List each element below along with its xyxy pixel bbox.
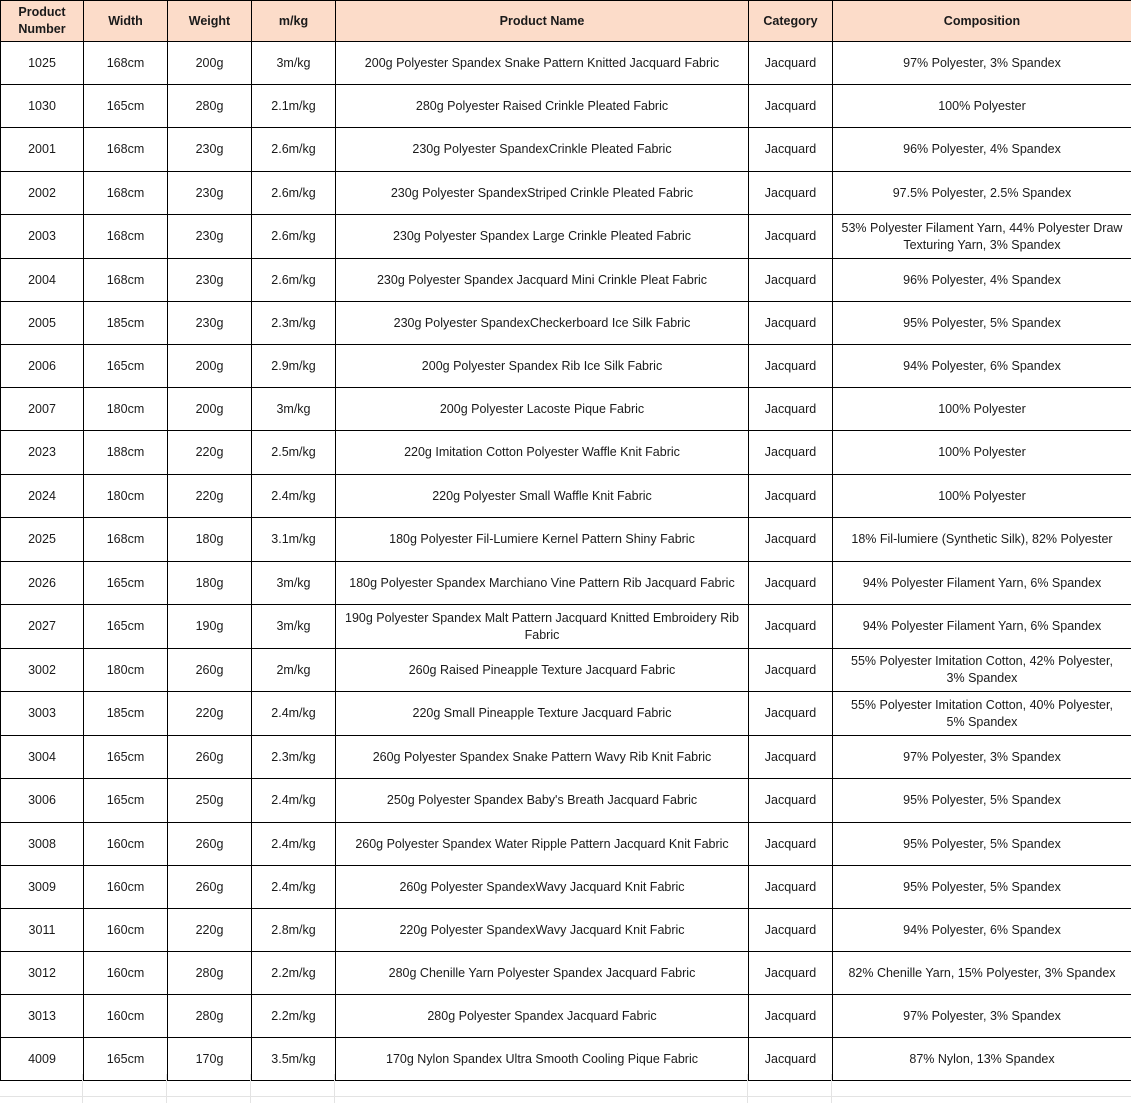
composition-cell: 95% Polyester, 5% Spandex [833,779,1131,823]
width-cell: 165cm [84,562,168,605]
m-per-kg-cell: 3m/kg [252,388,336,431]
composition-cell: 97% Polyester, 3% Spandex [833,42,1131,85]
weight-cell: 250g [168,779,252,823]
grid-line [747,1074,748,1103]
composition-cell: 95% Polyester, 5% Spandex [833,823,1131,866]
category-cell: Jacquard [749,42,833,85]
product-name-cell: 200g Polyester Spandex Rib Ice Silk Fabric [336,345,749,388]
m-per-kg-cell: 3.5m/kg [252,1038,336,1081]
m-per-kg-cell: 2.4m/kg [252,692,336,736]
width-cell: 180cm [84,475,168,518]
table-row [1,649,1131,692]
m-per-kg-cell: 2.6m/kg [252,128,336,172]
category-cell: Jacquard [749,259,833,302]
weight-cell: 220g [168,475,252,518]
category-cell: Jacquard [749,172,833,215]
table-row [1,518,1131,562]
category-cell: Jacquard [749,995,833,1038]
product-number-cell: 4009 [1,1038,84,1081]
width-cell: 180cm [84,388,168,431]
category-cell: Jacquard [749,692,833,736]
product-number-cell: 2026 [1,562,84,605]
weight-cell: 280g [168,85,252,128]
grid-line [166,1074,167,1103]
product-name-cell: 250g Polyester Spandex Baby's Breath Jacquard Fabric [336,779,749,823]
weight-cell: 230g [168,259,252,302]
product-number-cell: 2001 [1,128,84,172]
header-product-number-label: Product Number [18,5,66,36]
width-cell: 165cm [84,85,168,128]
product-name-cell: 280g Chenille Yarn Polyester Spandex Jacquard Fabric [336,952,749,995]
composition-cell: 100% Polyester [833,475,1131,518]
weight-cell: 180g [168,518,252,562]
m-per-kg-cell: 3m/kg [252,42,336,85]
width-cell: 165cm [84,345,168,388]
composition-cell: 87% Nylon, 13% Spandex [833,1038,1131,1081]
product-name-cell: 170g Nylon Spandex Ultra Smooth Cooling Pique Fabric [336,1038,749,1081]
width-cell: 168cm [84,215,168,259]
product-name-cell: 180g Polyester Spandex Marchiano Vine Pattern Rib Jacquard Fabric [336,562,749,605]
table-row [1,605,1131,649]
weight-cell: 260g [168,736,252,779]
m-per-kg-cell: 3.1m/kg [252,518,336,562]
table-row [1,302,1131,345]
product-name-cell: 200g Polyester Spandex Snake Pattern Knitted Jacquard Fabric [336,42,749,85]
composition-cell: 55% Polyester Imitation Cotton, 40% Polyester, 5% Spandex [833,692,1131,736]
weight-cell: 230g [168,128,252,172]
table-row [1,388,1131,431]
category-cell: Jacquard [749,215,833,259]
width-cell: 168cm [84,259,168,302]
table-row [1,779,1131,823]
weight-cell: 230g [168,172,252,215]
category-cell: Jacquard [749,823,833,866]
table-row [1,215,1131,259]
product-number-cell: 2027 [1,605,84,649]
width-cell: 168cm [84,42,168,85]
table-body [1,42,1131,1081]
header-width: Width [84,1,168,42]
composition-cell: 82% Chenille Yarn, 15% Polyester, 3% Spandex [833,952,1131,995]
product-number-cell: 2003 [1,215,84,259]
category-cell: Jacquard [749,302,833,345]
weight-cell: 200g [168,42,252,85]
composition-cell: 97% Polyester, 3% Spandex [833,736,1131,779]
composition-cell: 96% Polyester, 4% Spandex [833,259,1131,302]
m-per-kg-cell: 2.1m/kg [252,85,336,128]
header-product-number [1,1,84,42]
table-row [1,995,1131,1038]
composition-cell: 95% Polyester, 5% Spandex [833,866,1131,909]
m-per-kg-cell: 2.2m/kg [252,995,336,1038]
header-weight: Weight [168,1,252,42]
category-cell: Jacquard [749,909,833,952]
category-cell: Jacquard [749,518,833,562]
grid-line [831,1074,832,1103]
category-cell: Jacquard [749,649,833,692]
product-name-cell: 230g Polyester Spandex Large Crinkle Pleated Fabric [336,215,749,259]
m-per-kg-cell: 2.6m/kg [252,172,336,215]
product-number-cell: 2025 [1,518,84,562]
composition-cell: 18% Fil-lumiere (Synthetic Silk), 82% Polyester [833,518,1131,562]
weight-cell: 260g [168,649,252,692]
table-row [1,85,1131,128]
width-cell: 165cm [84,605,168,649]
category-cell: Jacquard [749,85,833,128]
product-name-cell: 190g Polyester Spandex Malt Pattern Jacquard Knitted Embroidery Rib Fabric [336,605,749,649]
m-per-kg-cell: 2.4m/kg [252,779,336,823]
composition-cell: 96% Polyester, 4% Spandex [833,128,1131,172]
table-row [1,736,1131,779]
composition-cell: 94% Polyester, 6% Spandex [833,345,1131,388]
table-row [1,128,1131,172]
product-name-cell: 230g Polyester SpandexStriped Crinkle Pleated Fabric [336,172,749,215]
weight-cell: 170g [168,1038,252,1081]
m-per-kg-cell: 2.4m/kg [252,823,336,866]
product-number-cell: 2023 [1,431,84,475]
width-cell: 168cm [84,518,168,562]
width-cell: 160cm [84,952,168,995]
width-cell: 168cm [84,128,168,172]
grid-line [334,1074,335,1103]
m-per-kg-cell: 2.2m/kg [252,952,336,995]
composition-cell: 100% Polyester [833,85,1131,128]
table-row [1,345,1131,388]
product-name-cell: 230g Polyester SpandexCheckerboard Ice Silk Fabric [336,302,749,345]
table-row [1,952,1131,995]
header-row [1,1,1131,42]
composition-cell: 97% Polyester, 3% Spandex [833,995,1131,1038]
weight-cell: 220g [168,909,252,952]
m-per-kg-cell: 2.4m/kg [252,866,336,909]
product-number-cell: 1030 [1,85,84,128]
product-number-cell: 2005 [1,302,84,345]
category-cell: Jacquard [749,779,833,823]
category-cell: Jacquard [749,1038,833,1081]
width-cell: 188cm [84,431,168,475]
table-row [1,172,1131,215]
composition-cell: 94% Polyester Filament Yarn, 6% Spandex [833,562,1131,605]
weight-cell: 200g [168,345,252,388]
table-row [1,42,1131,85]
product-name-cell: 280g Polyester Raised Crinkle Pleated Fabric [336,85,749,128]
weight-cell: 230g [168,302,252,345]
category-cell: Jacquard [749,562,833,605]
table-row [1,823,1131,866]
composition-cell: 53% Polyester Filament Yarn, 44% Polyester Draw Texturing Yarn, 3% Spandex [833,215,1131,259]
weight-cell: 220g [168,692,252,736]
header-m-per-kg: m/kg [252,1,336,42]
header-category: Category [749,1,833,42]
category-cell: Jacquard [749,952,833,995]
composition-cell: 94% Polyester, 6% Spandex [833,909,1131,952]
composition-cell: 95% Polyester, 5% Spandex [833,302,1131,345]
product-name-cell: 230g Polyester SpandexCrinkle Pleated Fabric [336,128,749,172]
composition-cell: 100% Polyester [833,431,1131,475]
composition-cell: 100% Polyester [833,388,1131,431]
composition-cell: 55% Polyester Imitation Cotton, 42% Polyester, 3% Spandex [833,649,1131,692]
table-row [1,475,1131,518]
width-cell: 160cm [84,866,168,909]
weight-cell: 200g [168,388,252,431]
product-number-cell: 3012 [1,952,84,995]
table-row [1,909,1131,952]
weight-cell: 260g [168,823,252,866]
category-cell: Jacquard [749,345,833,388]
product-number-cell: 3002 [1,649,84,692]
width-cell: 185cm [84,692,168,736]
product-name-cell: 220g Polyester Small Waffle Knit Fabric [336,475,749,518]
product-name-cell: 260g Raised Pineapple Texture Jacquard Fabric [336,649,749,692]
composition-cell: 97.5% Polyester, 2.5% Spandex [833,172,1131,215]
m-per-kg-cell: 3m/kg [252,562,336,605]
m-per-kg-cell: 3m/kg [252,605,336,649]
product-name-cell: 260g Polyester SpandexWavy Jacquard Knit Fabric [336,866,749,909]
grid-line [250,1074,251,1103]
product-number-cell: 2002 [1,172,84,215]
table-row [1,866,1131,909]
width-cell: 160cm [84,909,168,952]
product-number-cell: 3008 [1,823,84,866]
table-row [1,431,1131,475]
product-name-cell: 200g Polyester Lacoste Pique Fabric [336,388,749,431]
product-name-cell: 220g Small Pineapple Texture Jacquard Fabric [336,692,749,736]
m-per-kg-cell: 2.3m/kg [252,736,336,779]
grid-line [0,1096,1131,1097]
weight-cell: 180g [168,562,252,605]
product-name-cell: 280g Polyester Spandex Jacquard Fabric [336,995,749,1038]
width-cell: 165cm [84,736,168,779]
m-per-kg-cell: 2.3m/kg [252,302,336,345]
m-per-kg-cell: 2.5m/kg [252,431,336,475]
product-number-cell: 3011 [1,909,84,952]
width-cell: 180cm [84,649,168,692]
header-product-name: Product Name [336,1,749,42]
product-name-cell: 230g Polyester Spandex Jacquard Mini Crinkle Pleat Fabric [336,259,749,302]
product-number-cell: 2004 [1,259,84,302]
product-number-cell: 1025 [1,42,84,85]
width-cell: 160cm [84,823,168,866]
m-per-kg-cell: 2m/kg [252,649,336,692]
product-number-cell: 3003 [1,692,84,736]
width-cell: 165cm [84,1038,168,1081]
product-name-cell: 180g Polyester Fil-Lumiere Kernel Pattern Shiny Fabric [336,518,749,562]
width-cell: 185cm [84,302,168,345]
grid-line [82,1074,83,1103]
product-number-cell: 2006 [1,345,84,388]
table-row [1,692,1131,736]
category-cell: Jacquard [749,736,833,779]
product-number-cell: 2007 [1,388,84,431]
m-per-kg-cell: 2.6m/kg [252,259,336,302]
category-cell: Jacquard [749,388,833,431]
m-per-kg-cell: 2.8m/kg [252,909,336,952]
category-cell: Jacquard [749,605,833,649]
m-per-kg-cell: 2.6m/kg [252,215,336,259]
weight-cell: 220g [168,431,252,475]
weight-cell: 190g [168,605,252,649]
table-row [1,562,1131,605]
category-cell: Jacquard [749,475,833,518]
empty-grid-area [0,1074,1131,1103]
weight-cell: 260g [168,866,252,909]
product-number-cell: 3013 [1,995,84,1038]
table-row [1,259,1131,302]
m-per-kg-cell: 2.9m/kg [252,345,336,388]
product-number-cell: 3009 [1,866,84,909]
header-composition: Composition [833,1,1131,42]
category-cell: Jacquard [749,866,833,909]
category-cell: Jacquard [749,431,833,475]
product-name-cell: 260g Polyester Spandex Water Ripple Pattern Jacquard Knit Fabric [336,823,749,866]
width-cell: 168cm [84,172,168,215]
weight-cell: 230g [168,215,252,259]
product-number-cell: 3006 [1,779,84,823]
product-name-cell: 260g Polyester Spandex Snake Pattern Wavy Rib Knit Fabric [336,736,749,779]
composition-cell: 94% Polyester Filament Yarn, 6% Spandex [833,605,1131,649]
category-cell: Jacquard [749,128,833,172]
m-per-kg-cell: 2.4m/kg [252,475,336,518]
weight-cell: 280g [168,995,252,1038]
product-name-cell: 220g Polyester SpandexWavy Jacquard Knit Fabric [336,909,749,952]
product-name-cell: 220g Imitation Cotton Polyester Waffle Knit Fabric [336,431,749,475]
width-cell: 160cm [84,995,168,1038]
weight-cell: 280g [168,952,252,995]
width-cell: 165cm [84,779,168,823]
product-number-cell: 3004 [1,736,84,779]
product-number-cell: 2024 [1,475,84,518]
